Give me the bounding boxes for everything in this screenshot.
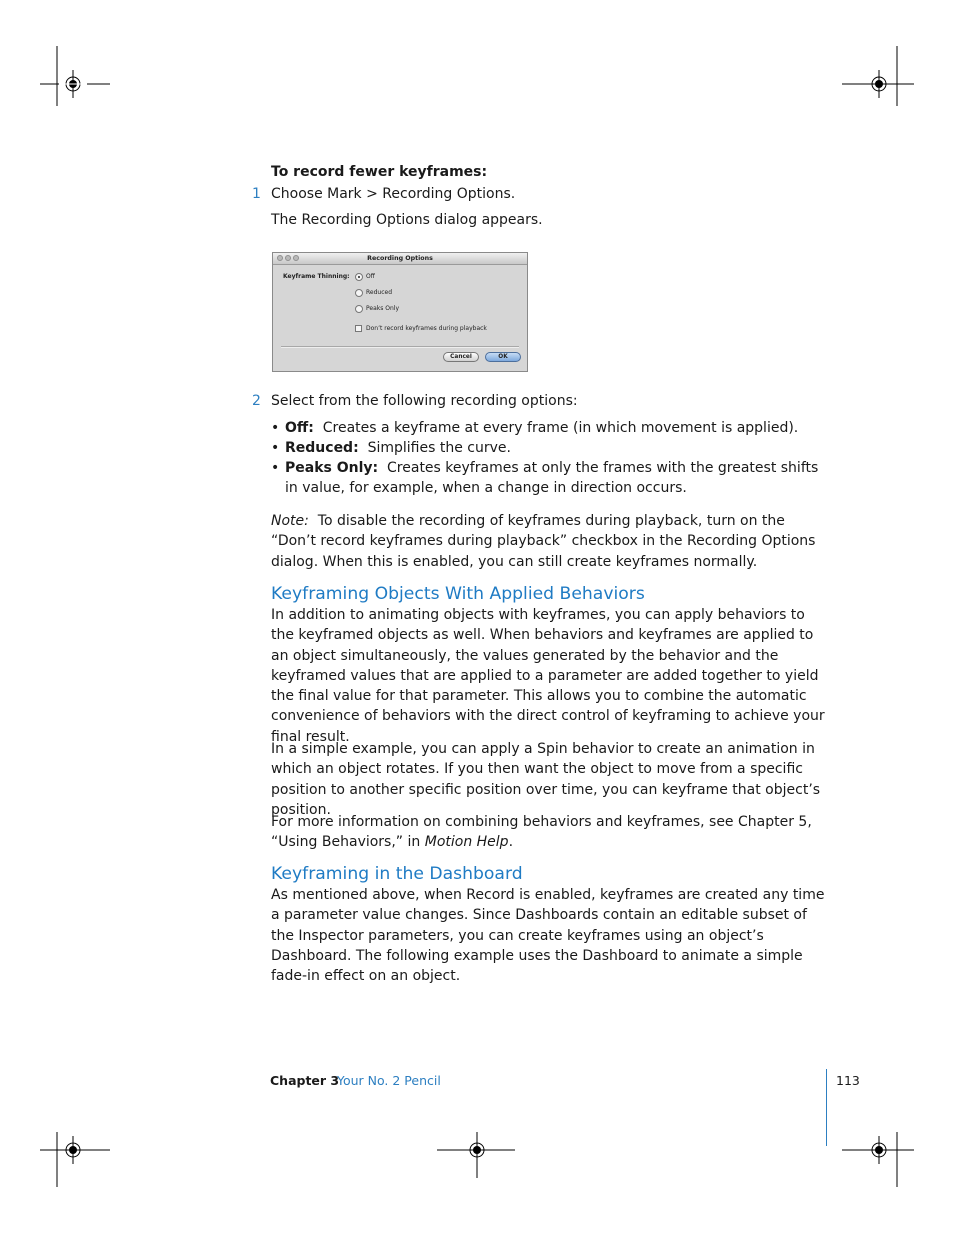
radio-off-label: Off xyxy=(366,273,375,280)
radio-reduced[interactable] xyxy=(355,289,363,297)
step-number: 1 xyxy=(252,186,261,202)
crop-mark-bottom-left-icon xyxy=(40,1112,120,1192)
ok-button[interactable]: OK xyxy=(485,352,521,362)
crop-mark-bottom-center-icon xyxy=(437,1112,517,1192)
dont-record-checkbox[interactable] xyxy=(355,325,362,332)
radio-peaks-only[interactable] xyxy=(355,305,363,313)
crop-mark-top-right-icon xyxy=(834,46,914,126)
bullet-text: Simplifies the curve. xyxy=(367,440,511,456)
cancel-button[interactable]: Cancel xyxy=(443,352,479,362)
bullet-icon: • xyxy=(271,440,280,456)
dont-record-checkbox-label: Don’t record keyframes during playback xyxy=(366,325,487,332)
radio-peaks-only-label: Peaks Only xyxy=(366,305,400,312)
radio-off[interactable] xyxy=(355,273,363,281)
recording-options-dialog xyxy=(272,252,528,372)
paragraph: In a simple example, you can apply a Spin behavior to create an animation in which an object rotates. If you then want the object to move from a specific position to another specific position over time, you can keyframe that object’s position. xyxy=(271,741,821,818)
crop-mark-bottom-right-icon xyxy=(834,1112,914,1192)
paragraph: In addition to animating objects with keyframes, you can apply behaviors to the keyframed objects as well. When behaviors and keyframes are applied to an object simultaneously, the values generated by the behavior and the keyframed values that are applied to a parameter are added together to yield the final value for that parameter. This allows you to combine the automatic convenience of behaviors with the direct control of keyframing to achieve your final result. xyxy=(271,607,825,745)
footer-chapter: Chapter 3 xyxy=(270,1073,340,1088)
dialog-separator xyxy=(281,346,519,348)
paragraph-text: For more information on combining behaviors and keyframes, see Chapter 5, “Using Behaviors,” in xyxy=(271,814,812,851)
list-item xyxy=(285,458,825,499)
bullet-icon: • xyxy=(271,420,280,436)
page-number: 113 xyxy=(836,1073,860,1088)
bullet-term: Peaks Only: xyxy=(285,460,379,476)
procedure-title: To record fewer keyframes: xyxy=(271,164,488,180)
step-result: The Recording Options dialog appears. xyxy=(271,212,543,228)
note-paragraph xyxy=(271,511,831,572)
dialog-title: Recording Options xyxy=(367,255,433,262)
section-heading: Keyframing in the Dashboard xyxy=(271,864,523,884)
motion-help-reference: Motion Help xyxy=(424,834,509,851)
radio-reduced-label: Reduced xyxy=(366,289,393,296)
section-heading: Keyframing Objects With Applied Behaviors xyxy=(271,584,645,604)
step-number: 2 xyxy=(252,393,261,409)
bullet-icon: • xyxy=(271,460,280,476)
paragraph-text: . xyxy=(508,834,514,851)
bullet-text: Creates a keyframe at every frame (in which movement is applied). xyxy=(322,420,799,436)
footer-divider xyxy=(826,1069,827,1146)
list-item xyxy=(285,438,825,458)
bullet-term: Off: xyxy=(285,420,314,436)
bullet-text: Creates keyframes at only the frames with the greatest shifts in value, for example, when a change in direction occurs. xyxy=(285,460,819,497)
footer-chapter-title: Your No. 2 Pencil xyxy=(337,1073,441,1088)
bullet-term: Reduced: xyxy=(285,440,359,456)
paragraph xyxy=(271,812,831,853)
note-label: Note: xyxy=(271,513,309,529)
step-text: Select from the following recording options: xyxy=(271,393,578,409)
keyframe-thinning-label: Keyframe Thinning: xyxy=(283,273,350,280)
dialog-titlebar xyxy=(273,253,527,265)
step-text: Choose Mark > Recording Options. xyxy=(271,186,516,202)
crop-mark-top-left-icon xyxy=(40,46,120,126)
note-text: To disable the recording of keyframes during playback, turn on the “Don’t record keyframes during playback” checkbox in the Recording Options dialog. When this is enabled, you can still create keyframes normally. xyxy=(271,513,816,570)
paragraph: As mentioned above, when Record is enabled, keyframes are created any time a parameter value changes. Since Dashboards contain an editable subset of the Inspector parameters, you can create keyframes using an object’s Dashboard. The following example uses the Dashboard to animate a simple fade-in effect on an object. xyxy=(271,887,825,985)
list-item xyxy=(285,418,825,438)
